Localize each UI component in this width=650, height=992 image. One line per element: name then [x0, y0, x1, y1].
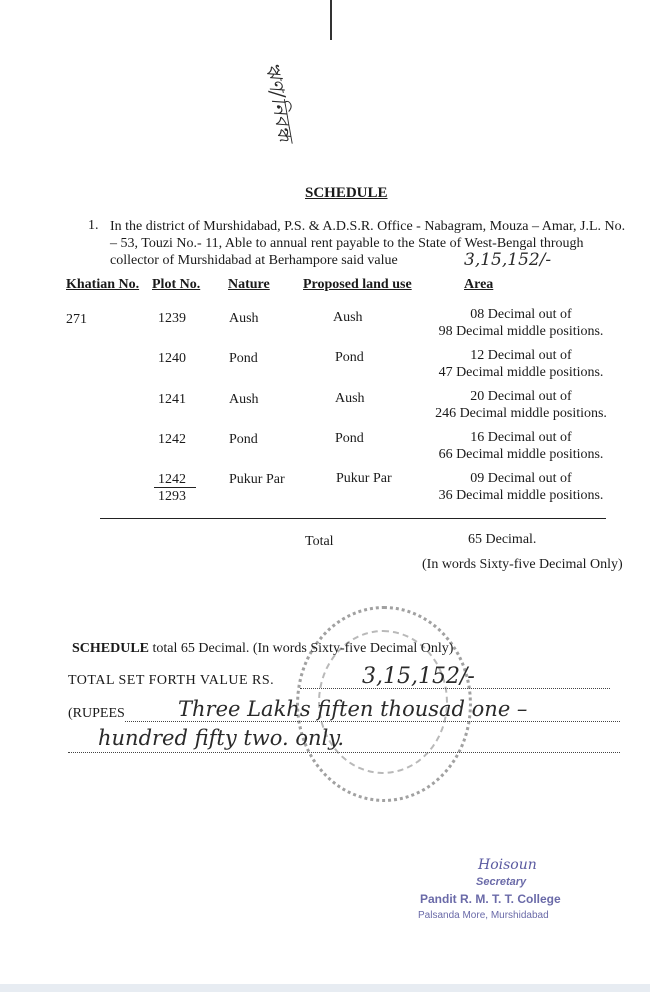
table-row-nature: Aush — [229, 311, 259, 326]
table-row-area — [406, 347, 636, 381]
area-line-2: 98 Decimal middle positions. — [438, 324, 604, 339]
paragraph-text: In the district of Murshidabad, P.S. & A.D.S.R. Office - Nabagram, Mouza – Amar, J.L. No. – 53, Touzi No.- 11, Able to annual rent payable to the State of West-Bengal through collector of Murshidabad at Berhampore said value — [110, 219, 626, 268]
table-row-nature: Pond — [229, 351, 258, 366]
scan-edge — [0, 984, 650, 992]
table-row-nature: Pond — [229, 432, 258, 447]
table-row-use: Aush — [335, 391, 365, 406]
plot-fraction-line — [154, 487, 196, 488]
summary-schedule-label: SCHEDULE — [72, 641, 150, 656]
table-row-plot: 1242 — [158, 432, 186, 447]
khatian-value: 271 — [66, 312, 87, 327]
schedule-title: SCHEDULE — [305, 185, 388, 201]
rupees-dotline-1 — [125, 721, 620, 722]
rupees-label: (RUPEES — [68, 706, 125, 721]
table-row-plot: 1239 — [158, 311, 186, 326]
table-row-nature: Pukur Par — [229, 472, 285, 487]
summary-schedule-text: total 65 Decimal. (In words Sixty-five Decimal Only) — [152, 641, 454, 656]
item-number: 1. — [88, 218, 99, 233]
secretary-signature: Hoisoun — [478, 857, 537, 873]
header-plot: Plot No. — [152, 277, 201, 292]
table-row-use: Aush — [333, 310, 363, 325]
margin-note-stroke — [330, 0, 332, 40]
area-line-2: 36 Decimal middle positions. — [438, 488, 604, 503]
set-forth-label: TOTAL SET FORTH VALUE RS. — [68, 673, 275, 688]
total-words: (In words Sixty-five Decimal Only) — [422, 557, 623, 572]
table-row-plot: 1242 — [158, 472, 186, 487]
table-row-area — [406, 388, 636, 422]
header-khatian: Khatian No. — [66, 277, 140, 292]
schedule-paragraph — [110, 218, 630, 269]
table-row-use: Pukur Par — [336, 471, 392, 486]
total-value: 65 Decimal. — [468, 532, 537, 547]
area-line-2: 246 Decimal middle positions. — [435, 406, 607, 421]
seal-role: Secretary — [476, 876, 527, 888]
table-row-area — [406, 429, 636, 463]
table-row-use: Pond — [335, 350, 364, 365]
summary-schedule-line — [72, 641, 453, 657]
table-row-plot: 1240 — [158, 351, 186, 366]
total-divider — [100, 518, 606, 519]
set-forth-handwritten-value: 3,15,152/- — [362, 664, 475, 689]
area-line-1: 09 Decimal out of — [470, 471, 572, 486]
rupees-dotline-2 — [68, 752, 620, 753]
area-line-2: 47 Decimal middle positions. — [438, 365, 604, 380]
table-row-area — [406, 306, 636, 340]
area-line-1: 12 Decimal out of — [470, 348, 572, 363]
table-row-area — [406, 470, 636, 504]
header-nature: Nature — [228, 277, 270, 292]
header-area: Area — [464, 277, 494, 292]
table-row-use: Pond — [335, 431, 364, 446]
seal-college: Pandit R. M. T. T. College — [420, 892, 561, 906]
rupees-words-line-1: Three Lakhs fiften thousad one – — [178, 697, 528, 721]
total-label: Total — [305, 534, 334, 549]
area-line-1: 16 Decimal out of — [470, 430, 572, 445]
table-row-plot-sub: 1293 — [158, 489, 186, 504]
table-row-plot: 1241 — [158, 392, 186, 407]
table-row-nature: Aush — [229, 392, 259, 407]
margin-handwritten-note: ঋণ/নিবন্ধ — [260, 60, 298, 144]
area-line-1: 20 Decimal out of — [470, 389, 572, 404]
handwritten-value: 3,15,152/- — [464, 250, 552, 270]
seal-address: Palsanda More, Murshidabad — [418, 910, 549, 921]
area-line-2: 66 Decimal middle positions. — [438, 447, 604, 462]
header-proposed-use: Proposed land use — [303, 277, 412, 292]
rupees-words-line-2: hundred fifty two. only. — [98, 726, 345, 750]
area-line-1: 08 Decimal out of — [470, 307, 572, 322]
